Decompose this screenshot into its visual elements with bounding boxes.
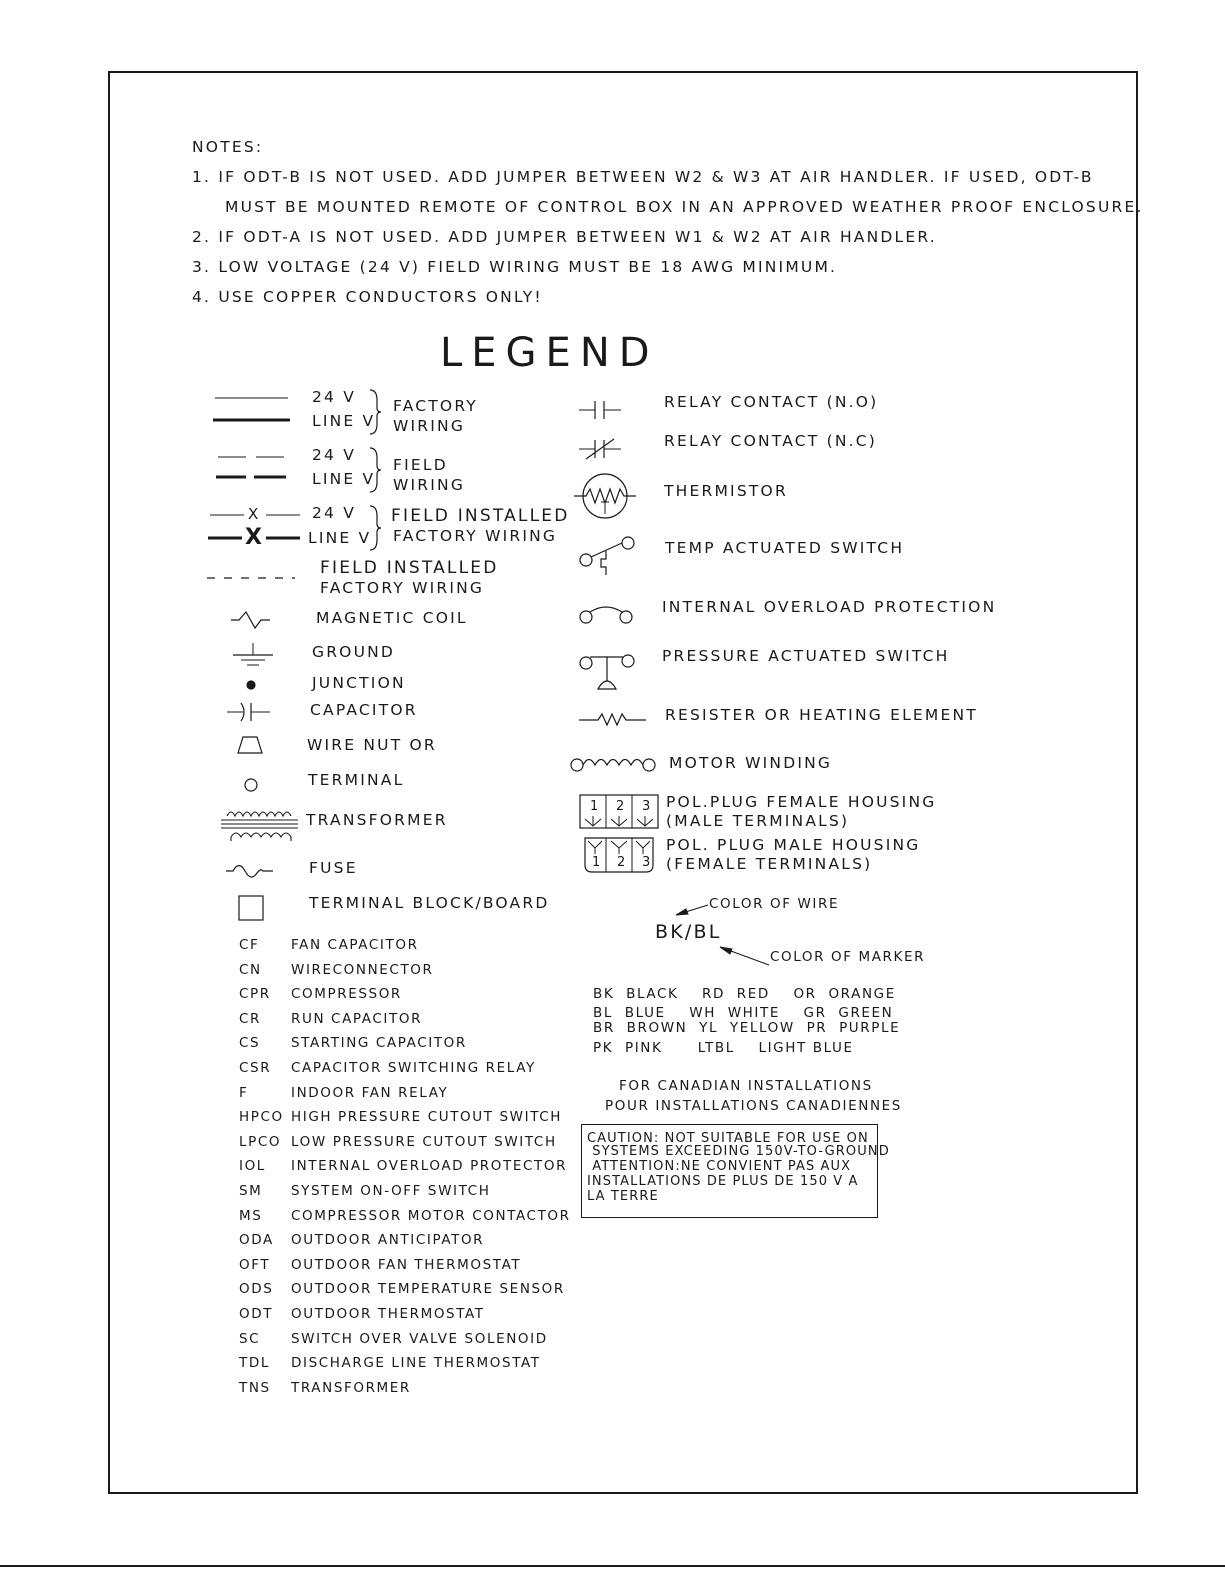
color-of-wire-label: COLOR OF WIRE <box>709 896 840 912</box>
field-linev-label: LINE V <box>312 470 376 488</box>
x-mark-linev: X <box>245 525 262 550</box>
terminal-block-icon <box>238 895 264 921</box>
color-row-4: PK PINK LTBL LIGHT BLUE <box>593 1040 854 1056</box>
dashed-wiring-icon <box>207 577 297 581</box>
canadian-line-1: FOR CANADIAN INSTALLATIONS <box>619 1078 873 1094</box>
ground-label: GROUND <box>312 643 396 661</box>
relay-contact-no-label: RELAY CONTACT (N.O) <box>664 393 879 411</box>
internal-overload-label: INTERNAL OVERLOAD PROTECTION <box>662 598 997 616</box>
abbreviation-meaning: HIGH PRESSURE CUTOUT SWITCH <box>291 1109 563 1126</box>
abbreviation-code: F <box>239 1084 249 1101</box>
factory-wiring-linev-line-icon <box>213 418 291 423</box>
abbreviation-code: ODA <box>239 1232 274 1249</box>
caution-line-5: LA TERRE <box>587 1189 659 1204</box>
caution-line-4: INSTALLATIONS DE PLUS DE 150 V A <box>587 1174 859 1189</box>
abbreviation-code: CN <box>239 961 262 978</box>
caution-line-2: SYSTEMS EXCEEDING 150V-TO-GROUND <box>587 1144 890 1159</box>
abbreviation-meaning: COMPRESSOR <box>291 986 402 1003</box>
abbreviation-code: OFT <box>239 1256 271 1273</box>
male-housing-label-1: POL. PLUG MALE HOUSING <box>666 836 921 854</box>
male-pin-2: 2 <box>617 855 627 870</box>
abbreviation-meaning: OUTDOOR THERMOSTAT <box>291 1306 485 1322</box>
abbreviation-code: LPCO <box>239 1133 282 1150</box>
factory-wiring-label-1: FACTORY <box>393 397 478 415</box>
wire-nut-label: WIRE NUT OR <box>307 736 437 754</box>
relay-contact-nc-label: RELAY CONTACT (N.C) <box>664 432 878 450</box>
thermistor-label: THERMISTOR <box>664 482 788 500</box>
abbreviation-meaning: STARTING CAPACITOR <box>291 1035 467 1052</box>
temp-actuated-switch-label: TEMP ACTUATED SWITCH <box>665 539 905 557</box>
abbreviation-code: CS <box>239 1035 261 1052</box>
brace-icon <box>368 388 382 436</box>
terminal-block-label: TERMINAL BLOCK/BOARD <box>309 894 550 912</box>
abbreviation-meaning: DISCHARGE LINE THERMOSTAT <box>291 1355 541 1372</box>
motor-winding-label: MOTOR WINDING <box>669 754 833 772</box>
abbreviation-meaning: SWITCH OVER VALVE SOLENOID <box>291 1330 548 1347</box>
male-pin-3: 3 <box>642 855 652 870</box>
male-pin-1: 1 <box>592 855 602 870</box>
brace-icon <box>368 504 382 552</box>
transformer-label: TRANSFORMER <box>306 811 448 829</box>
factory-wiring-24v-line-icon <box>215 397 290 401</box>
abbreviation-meaning: CAPACITOR SWITCHING RELAY <box>291 1060 536 1076</box>
notes-heading: NOTES: <box>192 138 264 156</box>
color-of-marker-label: COLOR OF MARKER <box>770 949 926 965</box>
male-housing-label-2: (FEMALE TERMINALS) <box>666 855 873 873</box>
abbreviation-code: IOL <box>239 1158 266 1175</box>
abbreviation-meaning: RUN CAPACITOR <box>291 1010 423 1027</box>
capacitor-label: CAPACITOR <box>310 701 418 719</box>
caution-box <box>581 1124 890 1218</box>
female-pin-2: 2 <box>616 799 626 814</box>
abbreviation-code: CF <box>239 937 260 953</box>
abbreviation-code: SM <box>239 1183 263 1199</box>
abbreviation-code: ODS <box>239 1281 274 1298</box>
field-installed-linev-label: LINE V <box>308 529 372 547</box>
wire-nut-icon <box>236 735 264 755</box>
wire-marker-code: BK/BL <box>655 921 722 943</box>
abbreviation-meaning: LOW PRESSURE CUTOUT SWITCH <box>291 1133 557 1150</box>
transformer-icon <box>221 803 299 845</box>
abbreviation-meaning: OUTDOOR TEMPERATURE SENSOR <box>291 1281 565 1298</box>
abbreviation-meaning: INTERNAL OVERLOAD PROTECTOR <box>291 1158 568 1175</box>
pressure-actuated-switch-label: PRESSURE ACTUATED SWITCH <box>662 647 950 665</box>
field-installed-label-2: FACTORY WIRING <box>393 527 558 545</box>
thermistor-icon <box>572 472 638 524</box>
factory-24v-label: 24 V <box>312 388 357 406</box>
abbreviation-code: CR <box>239 1010 262 1027</box>
note-line-3: 3. LOW VOLTAGE (24 V) FIELD WIRING MUST BE 18 AWG MINIMUM. <box>192 258 838 276</box>
ground-icon <box>231 643 275 669</box>
abbreviation-code: CSR <box>239 1060 272 1076</box>
note-line-2: 2. IF ODT-A IS NOT USED. ADD JUMPER BETWEEN W1 & W2 AT AIR HANDLER. <box>192 228 937 246</box>
abbreviation-meaning: OUTDOOR FAN THERMOSTAT <box>291 1256 522 1273</box>
color-row-2: BL BLUE WH WHITE GR GREEN <box>593 1005 894 1021</box>
terminal-label: TERMINAL <box>308 771 405 789</box>
caution-line-3: ATTENTION:NE CONVIENT PAS AUX <box>587 1159 852 1174</box>
magnetic-coil-label: MAGNETIC COIL <box>316 609 468 627</box>
note-line-4: 4. USE COPPER CONDUCTORS ONLY! <box>192 288 543 306</box>
dashed-wiring-label-1: FIELD INSTALLED <box>320 558 499 578</box>
field-24v-label: 24 V <box>312 446 357 464</box>
relay-contact-nc-icon <box>578 437 622 461</box>
dashed-wiring-label-2: FACTORY WIRING <box>320 579 485 597</box>
abbreviation-meaning: FAN CAPACITOR <box>291 937 419 953</box>
junction-icon <box>245 679 257 691</box>
abbreviation-meaning: WIRECONNECTOR <box>291 961 434 978</box>
magnetic-coil-icon <box>230 609 272 631</box>
female-pin-3: 3 <box>642 799 652 814</box>
abbreviation-code: CPR <box>239 986 271 1003</box>
field-installed-24v-label: 24 V <box>312 504 357 522</box>
capacitor-icon <box>226 701 272 723</box>
page-bottom-rule <box>0 1565 1225 1567</box>
field-wiring-label-1: FIELD <box>393 456 448 474</box>
canadian-line-2: POUR INSTALLATIONS CANADIENNES <box>605 1098 902 1114</box>
pressure-actuated-switch-icon <box>578 651 638 693</box>
field-installed-label-1: FIELD INSTALLED <box>391 506 570 526</box>
female-housing-label-1: POL.PLUG FEMALE HOUSING <box>666 793 937 811</box>
resister-icon <box>578 709 648 729</box>
color-row-1: BK BLACK RD RED OR ORANGE <box>593 986 896 1002</box>
abbreviation-code: SC <box>239 1330 261 1347</box>
field-wiring-24v-line-icon <box>218 456 286 460</box>
color-row-3: BR BROWN YL YELLOW PR PURPLE <box>593 1020 901 1036</box>
fuse-icon <box>225 858 275 886</box>
abbreviation-meaning: SYSTEM ON-OFF SWITCH <box>291 1183 491 1199</box>
female-pin-1: 1 <box>590 799 600 814</box>
brace-icon <box>368 446 382 494</box>
abbreviation-meaning: TRANSFORMER <box>291 1379 411 1396</box>
motor-winding-icon <box>569 752 657 776</box>
caution-line-1: CAUTION: NOT SUITABLE FOR USE ON <box>587 1131 869 1146</box>
note-line-1: 1. IF ODT-B IS NOT USED. ADD JUMPER BETWEEN W2 & W3 AT AIR HANDLER. IF USED, ODT-B <box>192 168 1094 186</box>
legend-title: LEGEND <box>440 330 659 376</box>
resister-label: RESISTER OR HEATING ELEMENT <box>665 706 978 724</box>
abbreviation-code: ODT <box>239 1306 274 1322</box>
abbreviation-code: TNS <box>239 1379 271 1396</box>
terminal-icon <box>243 777 259 793</box>
color-of-marker-arrow-icon <box>716 943 770 967</box>
internal-overload-icon <box>578 604 636 626</box>
junction-label: JUNCTION <box>312 674 406 692</box>
female-housing-label-2: (MALE TERMINALS) <box>666 812 850 830</box>
abbreviation-meaning: OUTDOOR ANTICIPATOR <box>291 1232 485 1249</box>
temp-actuated-switch-icon <box>578 535 638 577</box>
abbreviation-meaning: COMPRESSOR MOTOR CONTACTOR <box>291 1207 571 1224</box>
abbreviation-code: MS <box>239 1207 263 1224</box>
factory-linev-label: LINE V <box>312 412 376 430</box>
x-mark-24v: X <box>248 505 259 523</box>
abbreviation-meaning: INDOOR FAN RELAY <box>291 1084 449 1101</box>
fuse-label: FUSE <box>309 859 358 877</box>
field-wiring-linev-line-icon <box>216 475 288 480</box>
relay-contact-no-icon <box>578 399 622 421</box>
abbreviation-code: TDL <box>239 1355 270 1372</box>
abbreviation-code: HPCO <box>239 1109 284 1126</box>
note-line-1-cont: MUST BE MOUNTED REMOTE OF CONTROL BOX IN AN APPROVED WEATHER PROOF ENCLOSURE. <box>225 198 1144 216</box>
field-wiring-label-2: WIRING <box>393 476 466 494</box>
color-of-wire-arrow-icon <box>672 903 712 917</box>
factory-wiring-label-2: WIRING <box>393 417 466 435</box>
